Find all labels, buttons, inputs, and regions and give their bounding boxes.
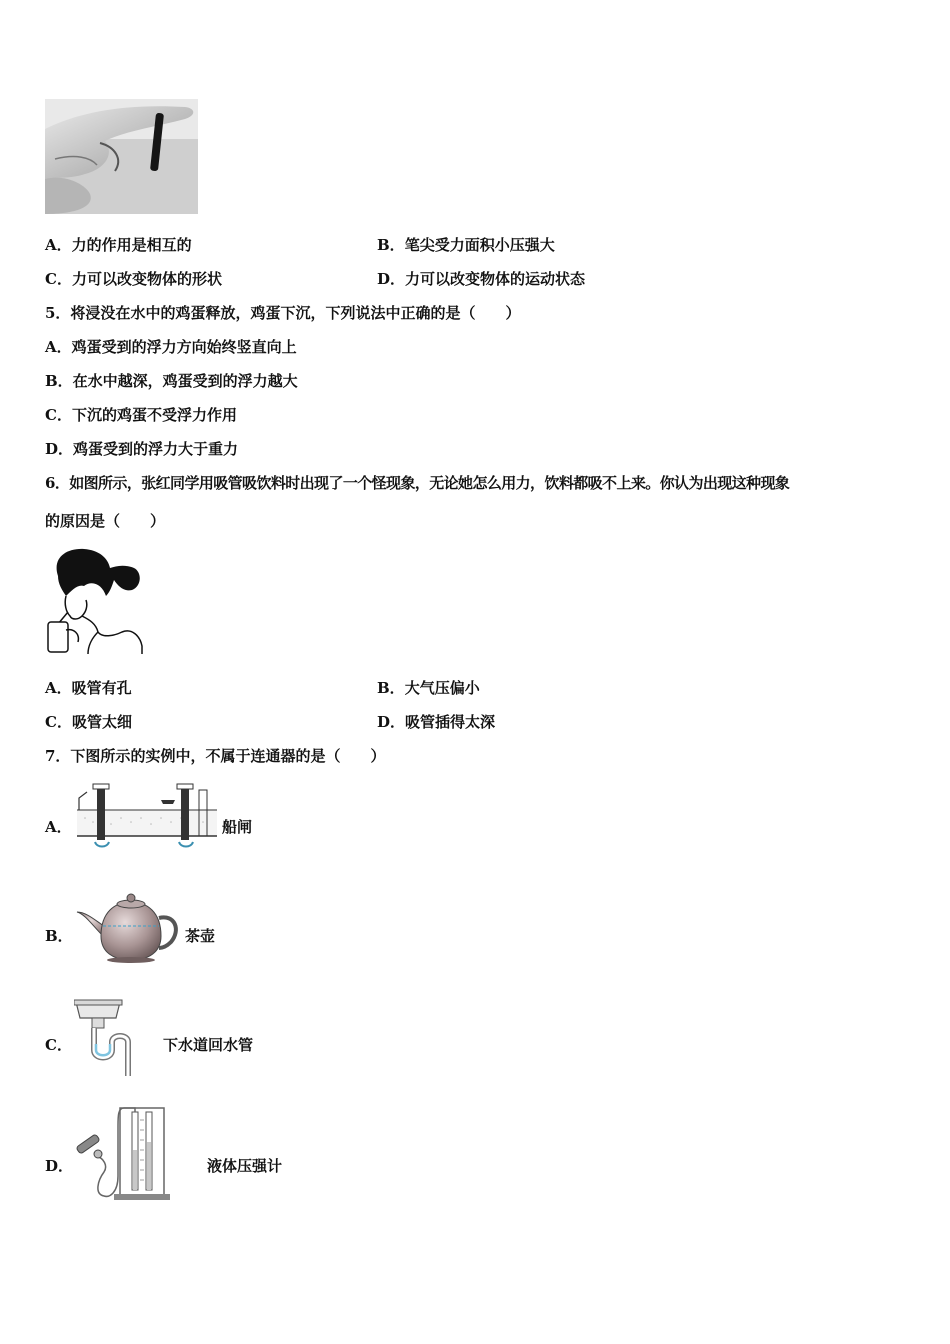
q6-stem-line1: 6．如图所示，张红同学用吸管吸饮料时出现了一个怪现象，无论她怎么用力，饮料都吸不上来。你认为出现这种现象 xyxy=(45,474,790,492)
q5-option-a: A．鸡蛋受到的浮力方向始终竖直向上 xyxy=(45,338,297,356)
q4-option-a xyxy=(45,235,192,255)
q7-option-a-caption: 船闸 xyxy=(222,818,253,836)
option-text: 笔尖受力面积小压强大 xyxy=(404,236,555,254)
option-label: C． xyxy=(45,713,72,731)
option-label: B． xyxy=(377,236,405,254)
q7-option-d-label: D． xyxy=(45,1157,74,1175)
option-text: 吸管插得太深 xyxy=(405,713,496,731)
q6-option-d xyxy=(377,712,495,732)
q7-option-b-label: B． xyxy=(45,927,73,945)
q7-option-c-label: C． xyxy=(45,1036,72,1054)
q5-option-d: D．鸡蛋受到的浮力大于重力 xyxy=(45,440,239,458)
option-label: D． xyxy=(377,270,406,288)
drain-trap-figure xyxy=(74,998,140,1078)
manometer-figure xyxy=(74,1106,176,1202)
q5-option-c: C．下沉的鸡蛋不受浮力作用 xyxy=(45,406,237,424)
option-label: A． xyxy=(45,236,72,254)
q6-stem-line2: 的原因是（ ） xyxy=(45,512,166,530)
q5-stem: 5．将浸没在水中的鸡蛋释放，鸡蛋下沉，下列说法中正确的是（ ） xyxy=(45,304,521,322)
option-text: 吸管太细 xyxy=(71,713,132,731)
option-text: 力可以改变物体的形状 xyxy=(71,270,222,288)
q7-option-a-label: A． xyxy=(45,818,72,836)
q5-option-b: B．在水中越深，鸡蛋受到的浮力越大 xyxy=(45,372,298,390)
ship-lock-figure xyxy=(77,780,217,850)
teapot-figure xyxy=(75,890,183,964)
q4-option-d xyxy=(377,269,585,289)
q6-option-b xyxy=(377,678,480,698)
q7-stem: 7．下图所示的实例中，不属于连通器的是（ ） xyxy=(45,747,386,765)
q7-option-d-caption: 液体压强计 xyxy=(207,1157,283,1175)
option-label: A． xyxy=(45,679,72,697)
q4-option-b xyxy=(377,235,555,255)
q6-option-c xyxy=(45,712,132,732)
q7-option-c-caption: 下水道回水管 xyxy=(163,1036,254,1054)
option-label: B． xyxy=(377,679,405,697)
hand-pen-figure xyxy=(45,99,198,214)
girl-straw-figure xyxy=(44,546,146,656)
option-label: D． xyxy=(377,713,406,731)
option-text: 力的作用是相互的 xyxy=(71,236,192,254)
q4-option-c xyxy=(45,269,222,289)
option-text: 大气压偏小 xyxy=(404,679,480,697)
q6-option-a xyxy=(45,678,132,698)
option-text: 力可以改变物体的运动状态 xyxy=(405,270,586,288)
option-label: C． xyxy=(45,270,72,288)
q7-option-b-caption: 茶壶 xyxy=(185,927,216,945)
option-text: 吸管有孔 xyxy=(71,679,132,697)
